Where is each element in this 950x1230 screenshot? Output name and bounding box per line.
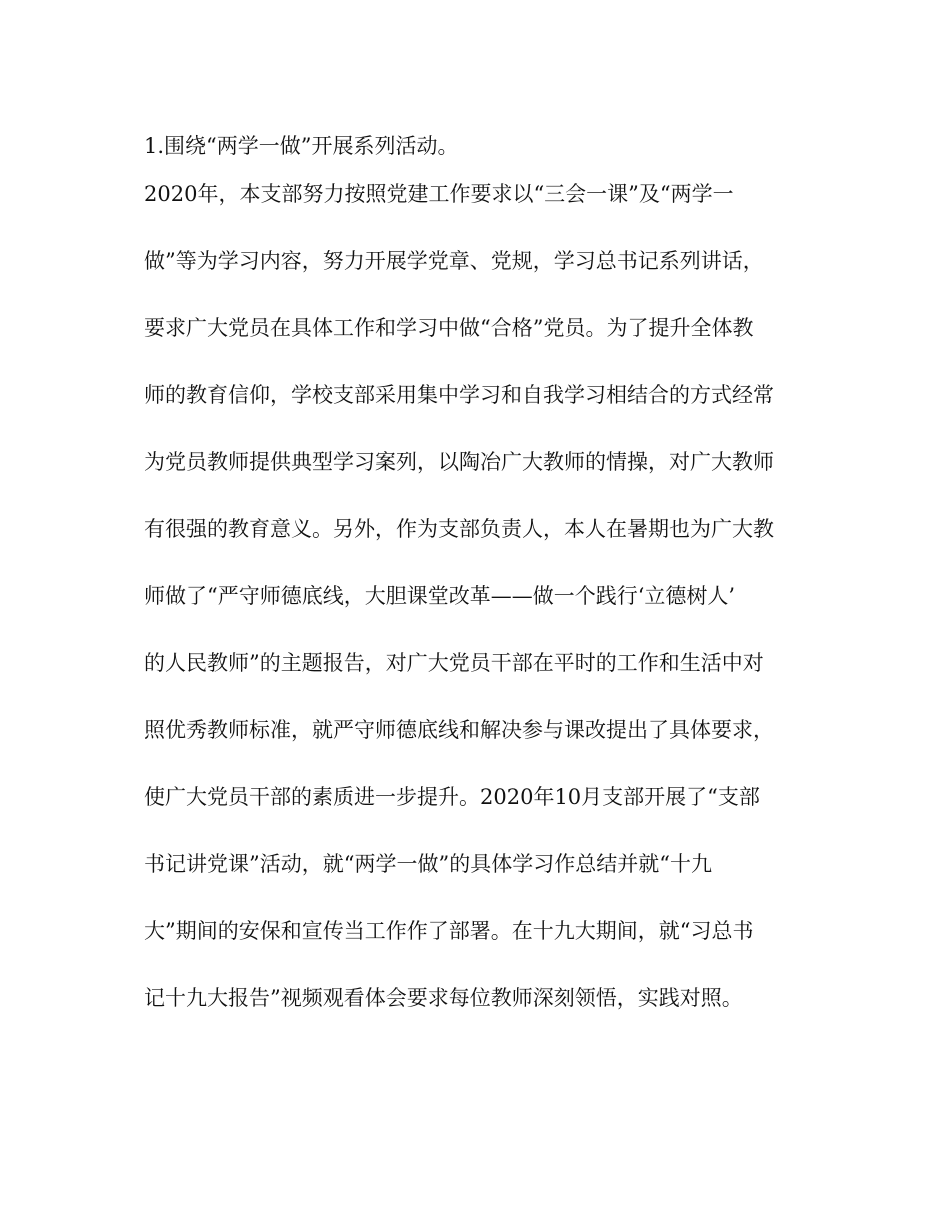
paragraph-line: 要求广大党员在具体工作和学习中做“合格”党员。为了提升全体教 — [144, 316, 754, 340]
paragraph-line: 照优秀教师标准，就严守师德底线和解决参与课改提出了具体要求， — [144, 718, 774, 742]
document-body — [144, 122, 806, 1041]
paragraph-line: 使广大党员干部的素质进一步提升。2020年10月支部开展了“支部 — [144, 785, 760, 809]
paragraph-line: 的人民教师”的主题报告，对广大党员干部在平时的工作和生活中对 — [144, 651, 764, 675]
section-heading: 1.围绕“两学一做”开展系列活动。 — [144, 134, 459, 158]
paragraph-line: 大”期间的安保和宣传当工作作了部署。在十九大期间，就“习总书 — [144, 919, 754, 943]
paragraph-line: 有很强的教育意义。另外，作为支部负责人，本人在暑期也为广大教 — [144, 517, 774, 541]
paragraph-line: 记十九大报告”视频观看体会要求每位教师深刻领悟，实践对照。 — [144, 986, 743, 1010]
paragraph-line: 师做了“严守师德底线，大胆课堂改革——做一个践行‘立德树人’ — [144, 584, 736, 608]
paragraph-line: 师的教育信仰，学校支部采用集中学习和自我学习相结合的方式经常 — [144, 383, 774, 407]
paragraph-line: 为党员教师提供典型学习案列，以陶冶广大教师的情操，对广大教师 — [144, 450, 774, 474]
paragraph-line: 书记讲党课”活动，就“两学一做”的具体学习作总结并就“十九 — [144, 852, 712, 876]
paragraph-line: 2020年，本支部努力按照党建工作要求以“三会一课”及“两学一 — [144, 182, 734, 206]
paragraph-line: 做”等为学习内容，努力开展学党章、党规，学习总书记系列讲话， — [144, 249, 764, 273]
